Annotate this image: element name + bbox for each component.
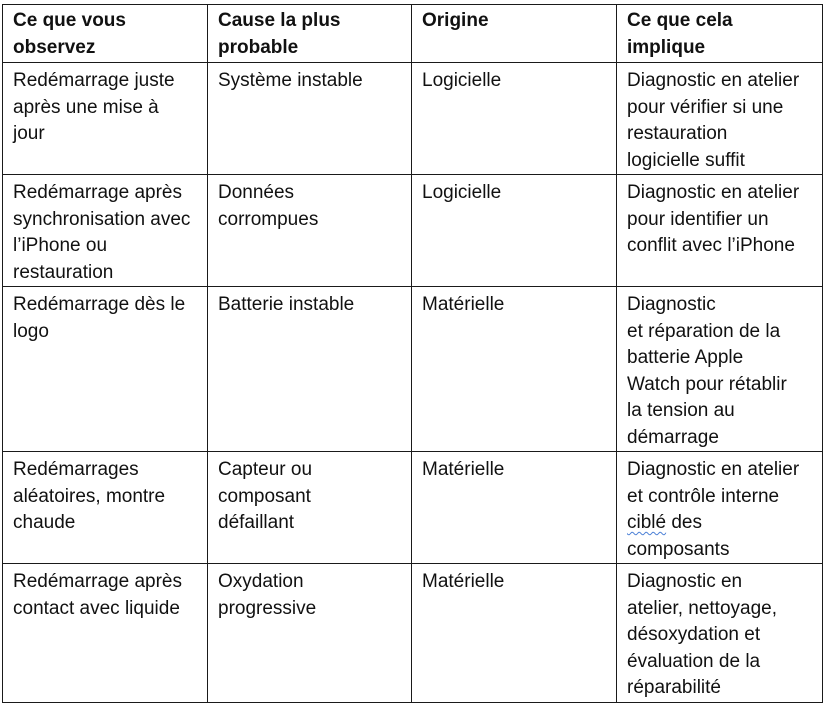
cell-implication: Diagnostic et réparation de la batterie Apple Watch pour rétablir la tension au démarrage xyxy=(617,287,823,452)
cell-cause: Système instable xyxy=(208,63,412,175)
cell-cause: Batterie instable xyxy=(208,287,412,452)
cell-implication xyxy=(617,452,823,564)
table-row xyxy=(3,564,823,703)
cell-cause: Oxydation progressive xyxy=(208,564,412,703)
cell-origin: Matérielle xyxy=(412,564,617,703)
cell-origin: Matérielle xyxy=(412,452,617,564)
implication-text-start: Diagnostic en atelier et contrôle interne xyxy=(627,459,800,507)
diagnostic-table xyxy=(2,4,823,703)
cell-cause: Capteur ou composant défaillant xyxy=(208,452,412,564)
cell-cause: Données corrompues xyxy=(208,175,412,287)
cell-implication: Diagnostic en atelier pour vérifier si une restauration logicielle suffit xyxy=(617,63,823,175)
implication-text-end: des composants xyxy=(627,512,730,560)
header-cause: Cause la plus probable xyxy=(208,5,412,63)
table-row xyxy=(3,175,823,287)
table-row xyxy=(3,63,823,175)
header-origin: Origine xyxy=(412,5,617,63)
cell-observation: Redémarrage après synchronisation avec l’iPhone ou restauration xyxy=(3,175,208,287)
header-implication: Ce que cela implique xyxy=(617,5,823,63)
cell-implication: Diagnostic en atelier, nettoyage, désoxydation et évaluation de la réparabilité xyxy=(617,564,823,703)
table-header-row xyxy=(3,5,823,63)
cell-observation: Redémarrages aléatoires, montre chaude xyxy=(3,452,208,564)
cell-observation: Redémarrage juste après une mise à jour xyxy=(3,63,208,175)
cell-implication: Diagnostic en atelier pour identifier un conflit avec l’iPhone xyxy=(617,175,823,287)
spellcheck-flagged-word: ciblé xyxy=(627,512,667,533)
cell-origin: Logicielle xyxy=(412,63,617,175)
table-row xyxy=(3,287,823,452)
cell-observation: Redémarrage après contact avec liquide xyxy=(3,564,208,703)
header-observation: Ce que vous observez xyxy=(3,5,208,63)
cell-origin: Matérielle xyxy=(412,287,617,452)
table-row xyxy=(3,452,823,564)
cell-observation: Redémarrage dès le logo xyxy=(3,287,208,452)
cell-origin: Logicielle xyxy=(412,175,617,287)
